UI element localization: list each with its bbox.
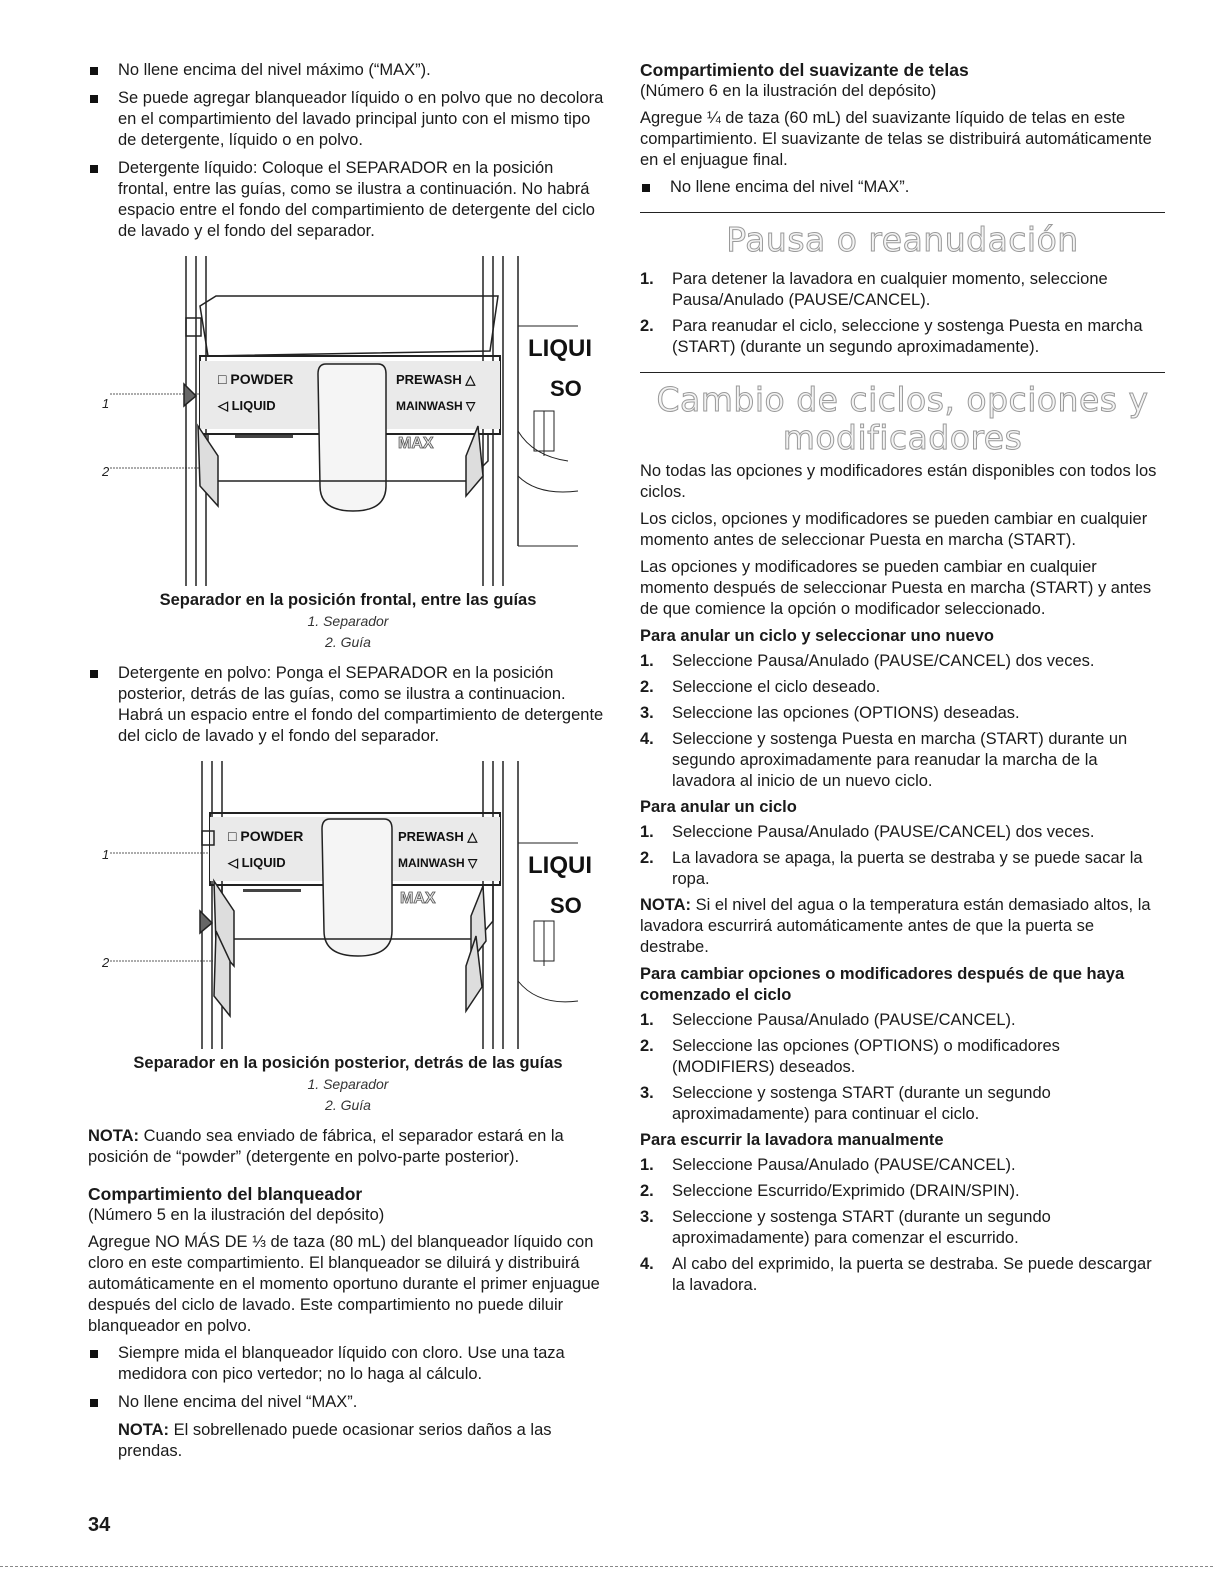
list-item	[640, 1036, 1165, 1078]
svg-text:MAINWASH ▽: MAINWASH ▽	[396, 399, 476, 413]
bullet-square	[90, 670, 98, 678]
step-text: Seleccione Pausa/Anulado (PAUSE/CANCEL).	[672, 1156, 1016, 1174]
step-text: Para detener la lavadora en cualquier momento, seleccione Pausa/Anulado (PAUSE/CANCEL).	[672, 270, 1108, 309]
step-text: Seleccione Pausa/Anulado (PAUSE/CANCEL) dos veces.	[672, 652, 1095, 670]
list-item	[640, 651, 1165, 672]
right-column	[640, 60, 1165, 1301]
list-item	[640, 1254, 1165, 1296]
side-so-label: SO	[550, 376, 582, 401]
step-text: Seleccione el ciclo deseado.	[672, 678, 881, 696]
list-item	[640, 177, 1165, 198]
dispenser-figure-front	[88, 256, 608, 653]
step-number: 1.	[640, 270, 654, 288]
svg-text:PREWASH △: PREWASH △	[398, 829, 478, 844]
softener-subheading: (Número 6 en la ilustración del depósito)	[640, 82, 937, 100]
bullet-text: No llene encima del nivel “MAX”.	[670, 178, 910, 196]
svg-text:PREWASH △: PREWASH △	[396, 372, 476, 387]
prewash-label: PREWASH	[398, 829, 464, 844]
list-item	[88, 88, 608, 151]
page-number: 34	[88, 1514, 111, 1536]
step-text: Para reanudar el ciclo, seleccione y sostenga Puesta en marcha (START) (durante un segundo aproximadamente).	[672, 317, 1143, 356]
list-item	[88, 60, 608, 81]
bullet-square	[90, 165, 98, 173]
note-label: NOTA:	[88, 1127, 140, 1145]
liquid-label: LIQUID	[241, 855, 286, 870]
mainwash-label: MAINWASH	[396, 399, 463, 413]
note-paragraph	[88, 1126, 608, 1168]
dispenser-illustration-front	[88, 256, 608, 586]
note-text: El sobrellenado puede ocasionar serios daños a las prendas.	[118, 1421, 552, 1460]
step-number: 1.	[640, 652, 654, 670]
step-number: 4.	[640, 1255, 654, 1273]
pause-section-title: Pausa o reanudación	[726, 220, 1079, 259]
powder-label: POWDER	[230, 371, 294, 387]
step-number: 1.	[640, 823, 654, 841]
mainwash-label: MAINWASH	[398, 856, 465, 870]
step-text: Seleccione y sostenga Puesta en marcha (START) durante un segundo aproximadamente para reanudar la marcha de la lavadora al inicio de un nuevo ciclo.	[672, 730, 1128, 790]
modify-heading: Para cambiar opciones o modificadores después de que haya comenzado el ciclo	[640, 965, 1125, 1004]
softener-paragraph: Agregue ¼ de taza (60 mL) del suavizante líquido de telas en este compartimiento. El suavizante de telas se distribuirá automáticamente en el enjuague final.	[640, 109, 1152, 169]
bullet-square	[90, 67, 98, 75]
list-item	[640, 848, 1165, 890]
step-text: Seleccione Escurrido/Exprimido (DRAIN/SPIN).	[672, 1182, 1020, 1200]
bullet-square	[90, 1399, 98, 1407]
cancel-new-heading: Para anular un ciclo y seleccionar uno nuevo	[640, 627, 994, 645]
bullet-text: Siempre mida el blanqueador líquido con cloro. Use una taza medidora con pico vertedor; no lo haga al cálculo.	[118, 1344, 565, 1383]
side-liqui-label: LIQUI	[528, 852, 592, 879]
list-item	[640, 316, 1165, 358]
change-paragraph: Las opciones y modificadores se pueden cambiar en cualquier momento después de seleccionar Puesta en marcha (START) y antes de que comience la opción o modificador seleccionado.	[640, 558, 1152, 618]
svg-text:MAINWASH ▽: MAINWASH ▽	[398, 856, 478, 870]
callout-2: 2	[102, 955, 110, 970]
step-number: 2.	[640, 1182, 654, 1200]
list-item	[640, 1010, 1165, 1031]
svg-text:◁ LIQUID: ◁ LIQUID	[228, 855, 286, 870]
bullet-text: Se puede agregar blanqueador líquido o en polvo que no decolora en el compartimiento del lavado principal junto con el mismo tipo de detergente, líquido o en polvo.	[118, 89, 604, 149]
bullet-square	[90, 1350, 98, 1358]
list-item	[640, 1207, 1165, 1249]
change-paragraph: Los ciclos, opciones y modificadores se pueden cambiar en cualquier momento antes de seleccionar Puesta en marcha (START).	[640, 510, 1148, 549]
powder-label: POWDER	[240, 828, 304, 844]
bullet-square	[90, 95, 98, 103]
note-text: Si el nivel del agua o la temperatura están demasiado altos, la lavadora escurrirá automáticamente antes de que la puerta se destrabe.	[640, 896, 1151, 956]
side-so-label: SO	[550, 893, 582, 918]
note-text: Cuando sea enviado de fábrica, el separador estará en la posición de “powder” (detergente en polvo-parte posterior).	[88, 1127, 564, 1166]
step-number: 1.	[640, 1156, 654, 1174]
bleach-subheading: (Número 5 en la ilustración del depósito)	[88, 1206, 385, 1224]
change-title-line: modificadores	[782, 418, 1023, 457]
figure-caption: Separador en la posición posterior, detrás de las guías	[133, 1054, 563, 1072]
list-item	[640, 822, 1165, 843]
side-liqui-label: LIQUI	[528, 335, 592, 362]
callout-2: 2	[102, 464, 110, 479]
dispenser-illustration-rear	[88, 761, 608, 1049]
figure-caption: Separador en la posición frontal, entre las guías	[159, 591, 537, 609]
step-number: 3.	[640, 1208, 654, 1226]
section-divider	[640, 372, 1165, 373]
max-label: MAX	[398, 435, 434, 452]
note-paragraph	[88, 1420, 608, 1462]
max-label: MAX	[400, 890, 436, 907]
step-number: 3.	[640, 1084, 654, 1102]
dispenser-figure-rear	[88, 761, 608, 1116]
step-number: 3.	[640, 704, 654, 722]
note-label: NOTA:	[640, 896, 692, 914]
change-section-title	[640, 381, 1165, 457]
list-item	[88, 1392, 608, 1413]
list-item	[88, 663, 608, 747]
step-number: 1.	[640, 1011, 654, 1029]
figure-legend-item: 1. Separador	[307, 1076, 389, 1092]
step-text: Seleccione Pausa/Anulado (PAUSE/CANCEL).	[672, 1011, 1016, 1029]
step-number: 2.	[640, 849, 654, 867]
list-item	[88, 158, 608, 242]
note-paragraph	[640, 895, 1165, 958]
list-item	[640, 1181, 1165, 1202]
prewash-label: PREWASH	[396, 372, 462, 387]
svg-text:◁ LIQUID: ◁ LIQUID	[218, 398, 276, 413]
callout-1: 1	[102, 847, 110, 862]
step-number: 2.	[640, 1037, 654, 1055]
step-number: 2.	[640, 678, 654, 696]
list-item	[640, 729, 1165, 792]
change-paragraph: No todas las opciones y modificadores están disponibles con todos los ciclos.	[640, 462, 1157, 501]
change-title-line: Cambio de ciclos, opciones y	[656, 380, 1149, 419]
bullet-text: No llene encima del nivel “MAX”.	[118, 1393, 358, 1411]
list-item	[640, 269, 1165, 311]
note-label: NOTA:	[118, 1421, 170, 1439]
svg-text:□ POWDER: □ POWDER	[218, 371, 294, 387]
bleach-paragraph: Agregue NO MÁS DE ⅓ de taza (80 mL) del blanqueador líquido con cloro en este compartimiento. El blanqueador se diluirá y distribuirá automáticamente en el momento oportuno durante el primer enjuague después del ciclo de lavado. Este compartimiento no puede diluir blanqueador en polvo.	[88, 1233, 600, 1335]
list-item	[640, 1083, 1165, 1125]
step-number: 2.	[640, 317, 654, 335]
bleach-heading: Compartimiento del blanqueador	[88, 1184, 363, 1204]
figure-legend-item: 2. Guía	[325, 1097, 371, 1113]
list-item	[640, 677, 1165, 698]
left-column	[88, 60, 608, 1462]
cancel-heading: Para anular un ciclo	[640, 798, 797, 816]
section-divider	[640, 212, 1165, 213]
step-number: 4.	[640, 730, 654, 748]
page-bottom-rule	[0, 1566, 1213, 1567]
figure-legend-item: 2. Guía	[325, 634, 371, 650]
figure-legend-item: 1. Separador	[307, 613, 389, 629]
bullet-text: Detergente en polvo: Ponga el SEPARADOR en la posición posterior, detrás de las guías, como se ilustra a continuacion. Habrá un espacio entre el fondo del compartimiento de detergente del ciclo de lavado y el fondo del separador.	[118, 664, 604, 745]
drain-heading: Para escurrir la lavadora manualmente	[640, 1131, 944, 1149]
list-item	[88, 1343, 608, 1385]
list-item	[640, 1155, 1165, 1176]
bullet-square	[642, 184, 650, 192]
step-text: Seleccione las opciones (OPTIONS) deseadas.	[672, 704, 1020, 722]
step-text: Seleccione Pausa/Anulado (PAUSE/CANCEL) dos veces.	[672, 823, 1095, 841]
step-text: Seleccione y sostenga START (durante un segundo aproximadamente) para continuar el ciclo.	[672, 1084, 1051, 1123]
svg-text:□ POWDER: □ POWDER	[228, 828, 304, 844]
liquid-label: LIQUID	[231, 398, 276, 413]
step-text: Al cabo del exprimido, la puerta se destraba. Se puede descargar la lavadora.	[672, 1255, 1152, 1294]
callout-1: 1	[102, 396, 110, 411]
step-text: Seleccione las opciones (OPTIONS) o modificadores (MODIFIERS) deseados.	[672, 1037, 1060, 1076]
softener-heading: Compartimiento del suavizante de telas	[640, 60, 969, 80]
list-item	[640, 703, 1165, 724]
step-text: Seleccione y sostenga START (durante un segundo aproximadamente) para comenzar el escurrido.	[672, 1208, 1051, 1247]
step-text: La lavadora se apaga, la puerta se destraba y se puede sacar la ropa.	[672, 849, 1143, 888]
bullet-text: Detergente líquido: Coloque el SEPARADOR en la posición frontal, entre las guías, como se ilustra a continuación. No habrá espacio entre el fondo del compartimiento de detergente del ciclo de lavado y el fondo del separador.	[118, 159, 595, 240]
bullet-text: No llene encima del nivel máximo (“MAX”).	[118, 61, 431, 79]
